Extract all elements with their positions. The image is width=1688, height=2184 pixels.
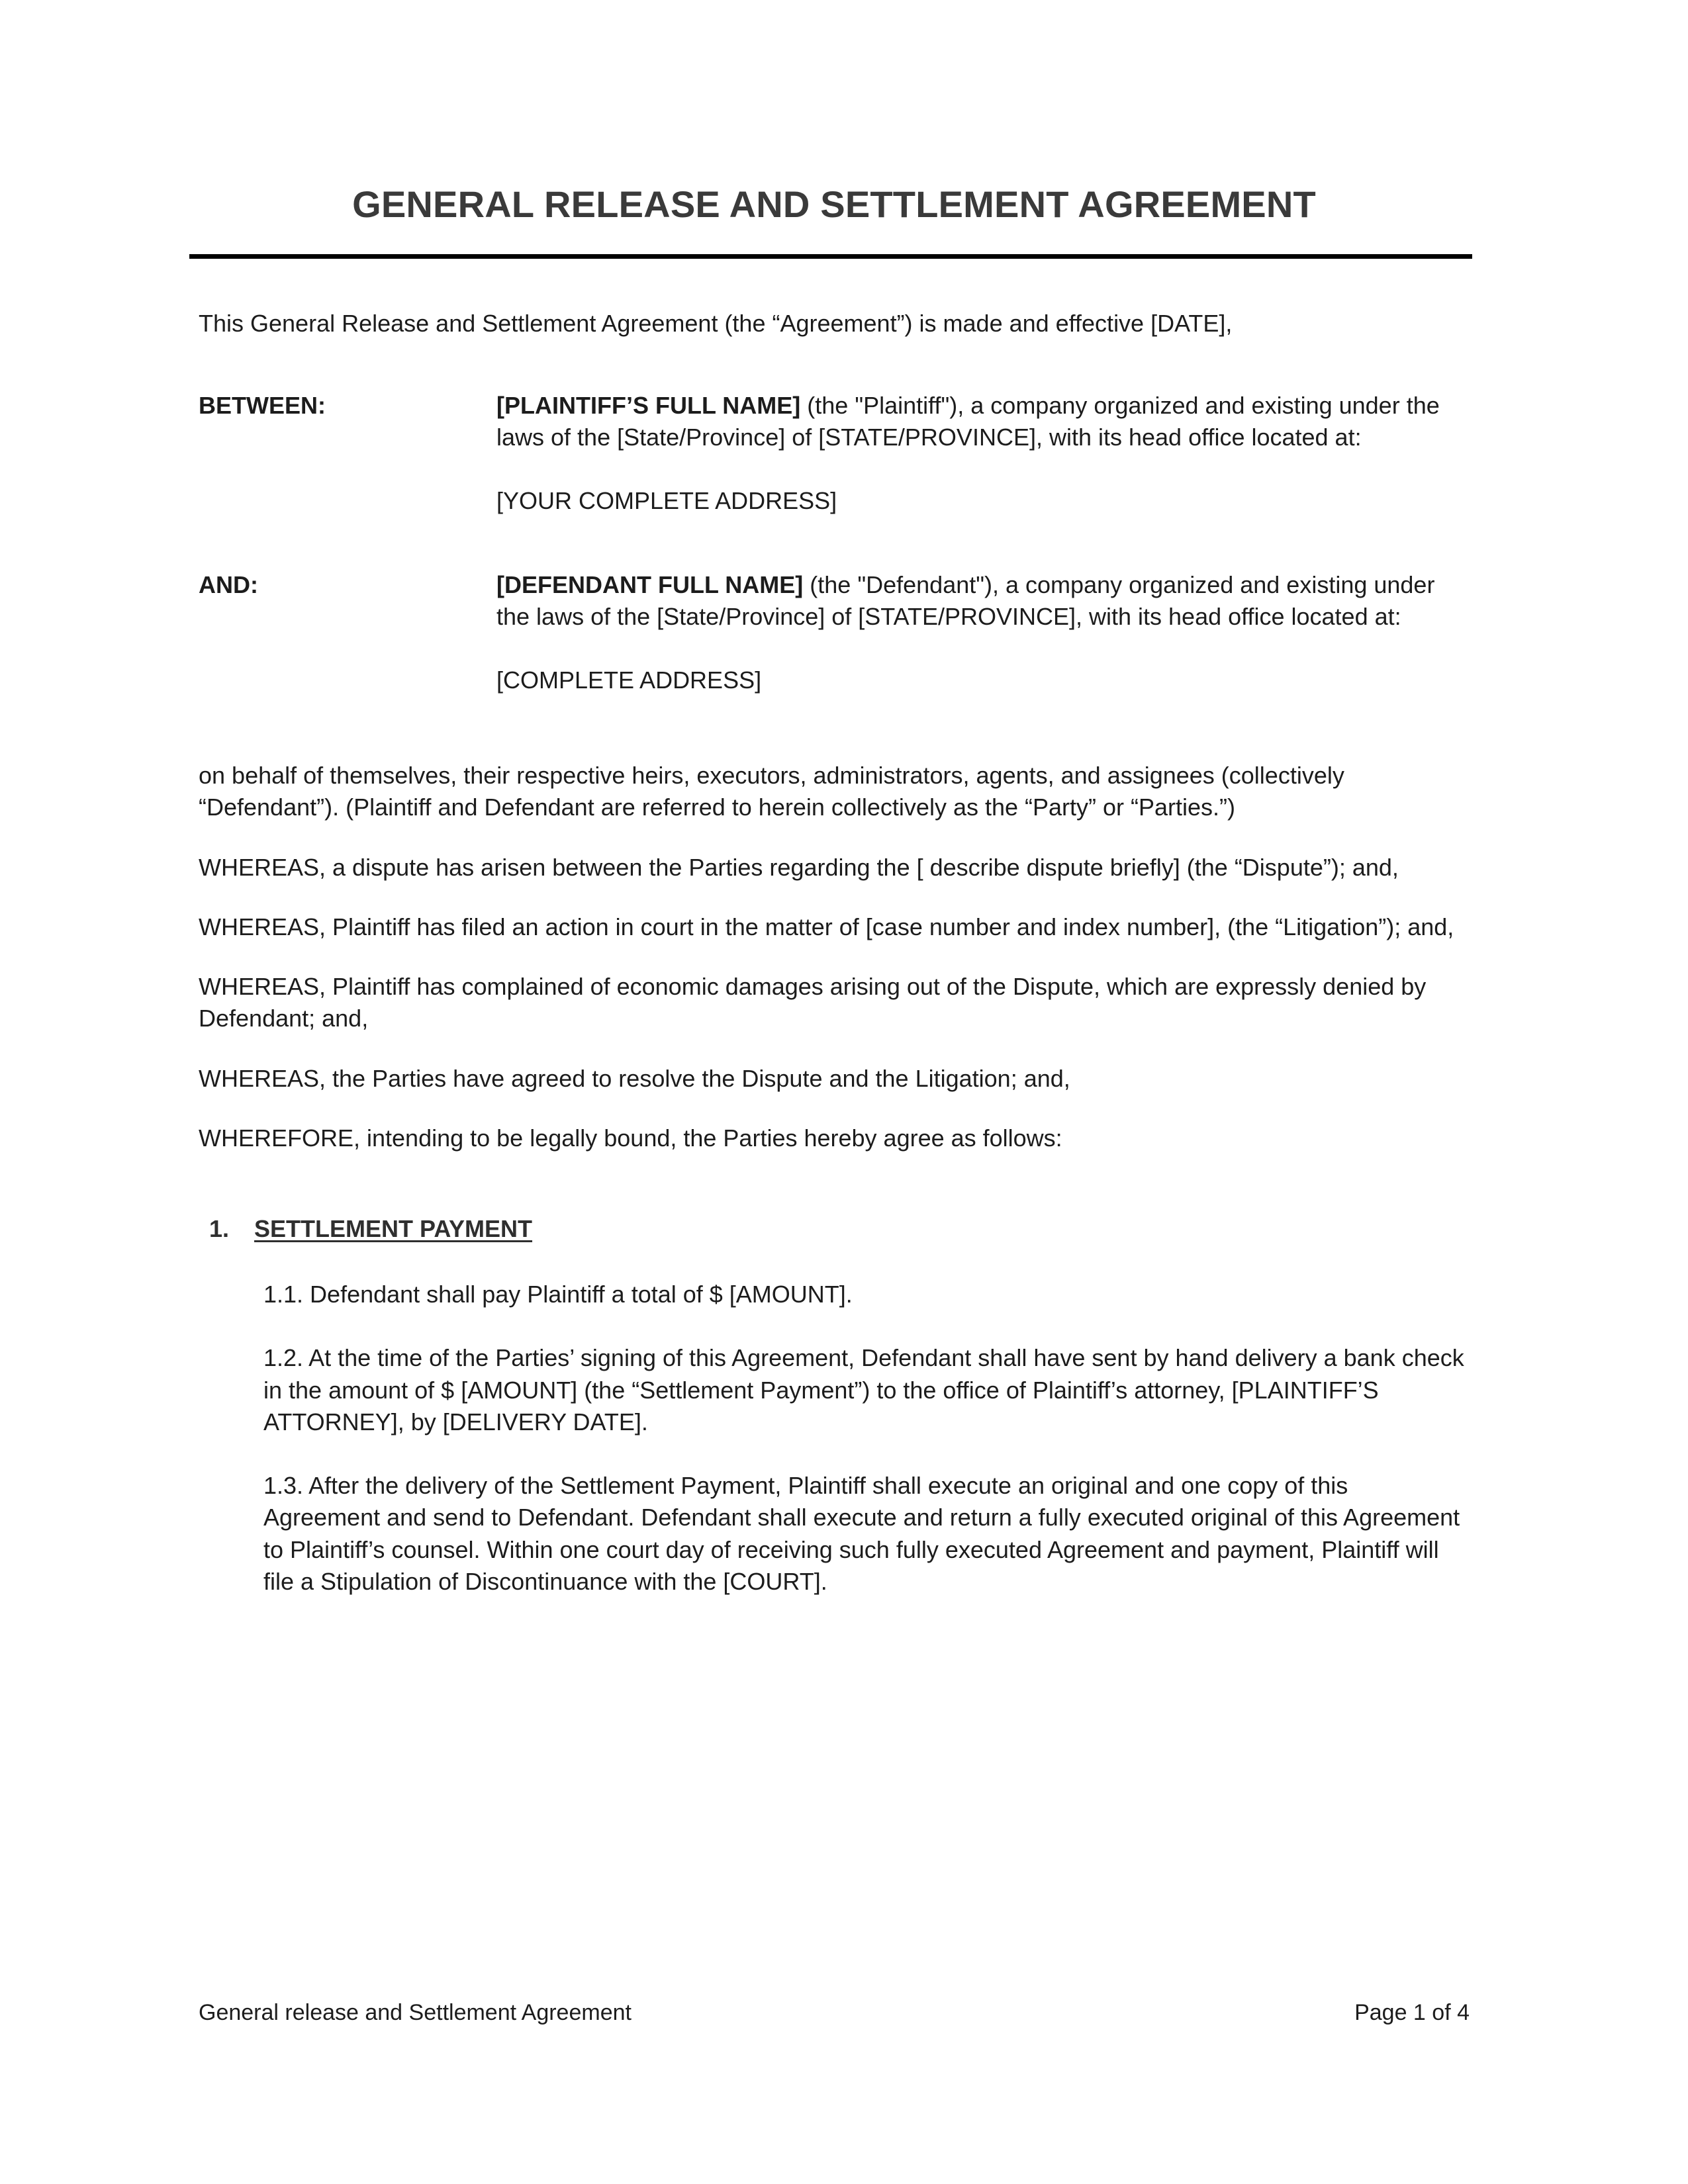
recital-whereas-4: WHEREAS, the Parties have agreed to resolve the Dispute and the Litigation; and, [199,1064,1070,1092]
recital-whereas-3: WHEREAS, Plaintiff has complained of economic damages arising out of the Dispute, which are expressly denied by Defendant; and, [199,973,1427,1032]
footer-page-number: Page 1 of 4 [1354,2000,1470,2025]
page-footer [199,2000,1470,2026]
defendant-description: (the "Defendant"), a company organized and existing under the laws of the [State/Province] of [STATE/PROVINCE], with its head office located at: [496,570,1435,630]
title-divider [189,254,1472,259]
party-details-defendant [496,569,1470,697]
recital-whereas-2: WHEREAS, Plaintiff has filed an action in court in the matter of [case number and index number], (the “Litigation”); and, [199,913,1454,940]
defendant-address: [COMPLETE ADDRESS] [496,666,762,694]
clause-1-1: 1.1. Defendant shall pay Plaintiff a total of $ [AMOUNT]. [263,1281,853,1308]
page-title: GENERAL RELEASE AND SETTLEMENT AGREEMENT [352,183,1316,225]
party-label-and: AND: [199,570,258,598]
plaintiff-name: [PLAINTIFF’S FULL NAME] [496,391,801,419]
document-body [199,0,1470,1598]
section-number: 1. [209,1215,230,1243]
party-details-plaintiff [496,390,1470,518]
party-block-defendant [199,569,1470,697]
footer-document-name: General release and Settlement Agreement [199,2000,632,2025]
defendant-description-line [496,569,1470,633]
plaintiff-description: (the "Plaintiff"), a company organized and existing under the laws of the [State/Province] of [STATE/PROVINCE], with its head office located at: [496,391,1440,451]
intro-paragraph: This General Release and Settlement Agreement (the “Agreement”) is made and effective [DATE], [199,309,1233,337]
section-title: SETTLEMENT PAYMENT [254,1215,533,1243]
party-block-plaintiff [199,390,1470,518]
recital-wherefore: WHEREFORE, intending to be legally bound, the Parties hereby agree as follows: [199,1124,1062,1152]
clause-1-2: 1.2. At the time of the Parties’ signing of this Agreement, Defendant shall have sent by hand delivery a bank check in the amount of $ [AMOUNT] (the “Settlement Payment”) to the office of Plaintiff’s attorney, [PLAINTIFF’S ATTORNEY], by [DELIVERY DATE]. [263,1344,1464,1435]
plaintiff-description-line [496,390,1470,453]
section-1-clauses [263,1279,1470,1598]
recital-on-behalf: on behalf of themselves, their respective heirs, executors, administrators, agents, and assignees (collectively “Defendant”). (Plaintiff and Defendant are referred to herein collectively as the “Party” or “Parties.”) [199,762,1344,821]
party-label-between: BETWEEN: [199,391,326,419]
clause-1-3: 1.3. After the delivery of the Settlement Payment, Plaintiff shall execute an original and one copy of this Agreement and send to Defendant. Defendant shall execute and return a fully executed original of this Agreement to Plaintiff’s counsel. Within one court day of receiving such fully executed Agreement and payment, Plaintiff will file a Stipulation of Discontinuance with the [COURT]. [263,1472,1460,1595]
recital-whereas-1: WHEREAS, a dispute has arisen between the Parties regarding the [ describe dispute briefly] (the “Dispute”); and, [199,853,1399,881]
plaintiff-address: [YOUR COMPLETE ADDRESS] [496,487,837,515]
defendant-name: [DEFENDANT FULL NAME] [496,570,804,598]
recitals-section [199,760,1470,1154]
section-heading-settlement-payment [199,1215,1470,1243]
